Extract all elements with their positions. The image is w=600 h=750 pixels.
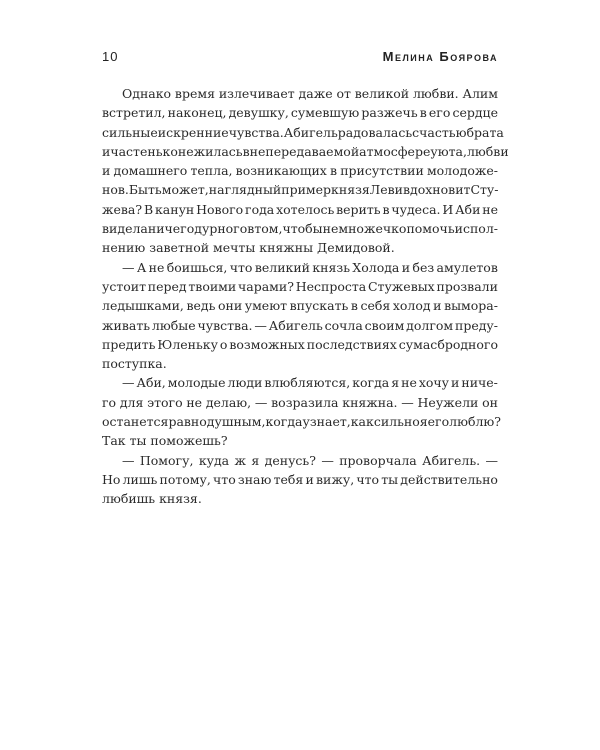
paragraph (102, 84, 509, 258)
running-head-author: Мелина Боярова (382, 49, 498, 64)
text-line: Однако время излечивает даже от великой любви. Алим (122, 86, 498, 101)
text-line: нов. Быть может, наглядный пример князя Леви вдохновит Сту- (102, 182, 499, 198)
text-line: нению заветной мечты княжны Демидовой. (102, 240, 395, 256)
text-line: Так ты поможешь? (102, 433, 228, 449)
page-number: 10 (102, 49, 119, 64)
text-line: останется равнодушным, когда узнает, как сильно я его люблю? (102, 414, 501, 430)
text-line: ледышками, ведь они умеют впускать в себя холод и выморa- (102, 298, 498, 314)
text-line: поступка. (102, 356, 167, 372)
text-line: сильные искренние чувства. Абигель радовалась счастью брата (102, 124, 504, 140)
text-line: устоит перед твоими чарами? Неспроста Стужевых прозвали (102, 278, 498, 294)
text-line: живать любые чувства. — Абигель сочла своим долгом преду- (102, 317, 498, 333)
text-line: видела ничего дурного в том, чтобы немножечко помочь испол- (102, 221, 498, 237)
text-line: го для этого не делаю, — возразила княжна. — Неужели он (102, 394, 498, 410)
text-line: предить Юленьку о возможных последствиях сумасбродного (102, 336, 498, 352)
page-header (102, 49, 498, 69)
body-text (102, 84, 509, 509)
text-line: встретил, наконец, девушку, сумевшую разжечь в его сердце (102, 105, 498, 121)
text-line: и домашнего тепла, возникающих в присутствии молодоже- (102, 163, 498, 179)
text-line: — А не боишься, что великий князь Холода и без амулетов (122, 259, 498, 275)
paragraph (102, 373, 501, 450)
text-line: и частенько нежилась в непередаваемой атмосфере уюта, любви (102, 143, 509, 159)
text-line: — Помогу, куда ж я денусь? — проворчала Абигель. — (122, 452, 498, 468)
text-line: — Аби, молодые люди влюбляются, когда я не хочу и ниче- (122, 375, 498, 391)
paragraph (102, 451, 498, 509)
text-line: Но лишь потому, что знаю тебя и вижу, что ты действительно (102, 471, 498, 487)
paragraph (102, 258, 498, 374)
text-line: жева? В канун Нового года хотелось верить в чудеса. И Аби не (102, 201, 498, 217)
text-line: любишь князя. (102, 491, 202, 507)
